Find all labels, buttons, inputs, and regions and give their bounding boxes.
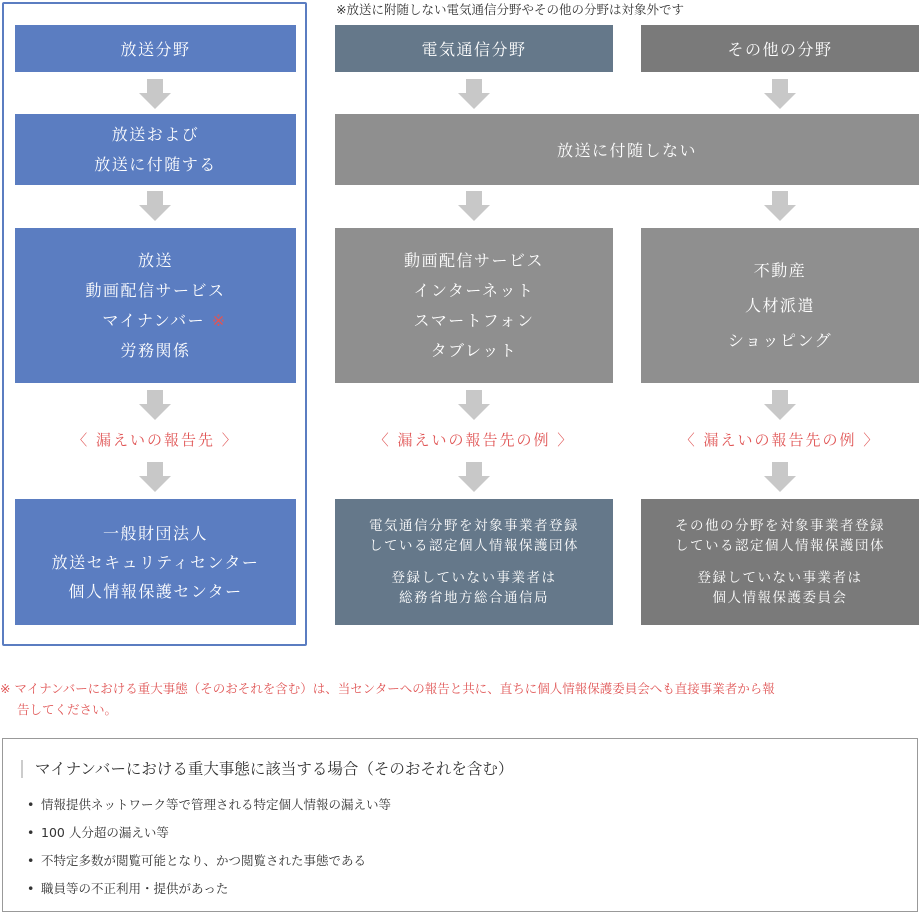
broadcast-header: [15, 25, 296, 72]
telecom-destination-box: [335, 499, 613, 625]
broadcast-header-label: 放送分野: [120, 40, 191, 59]
service-item: インターネット: [413, 280, 535, 300]
bullet-icon: •: [27, 797, 35, 812]
other-header-label: その他の分野: [727, 40, 833, 59]
destination-line: 個人情報保護センター: [68, 581, 243, 601]
serious-incident-panel: [2, 738, 918, 912]
arrow-down-icon: [458, 462, 490, 492]
service-item: 動画配信サービス: [403, 250, 544, 270]
panel-title: マイナンバーにおける重大事態に該当する場合（そのおそれを含む）: [21, 760, 513, 778]
list-item: [27, 819, 391, 847]
not-attached-label: 放送に付随しない: [556, 141, 697, 160]
list-item-text: 不特定多数が閲覧可能となり、かつ閲覧された事態である: [41, 853, 367, 868]
other-services-box: [641, 228, 919, 383]
service-item: タブレット: [430, 340, 518, 360]
telecom-services-box: [335, 228, 613, 383]
service-item: 放送: [137, 250, 173, 270]
broadcast-services-box: [15, 228, 296, 383]
telecom-header-label: 電気通信分野: [421, 40, 527, 59]
service-item: 動画配信サービス: [85, 280, 226, 300]
footnote-line: ※ マイナンバーにおける重大事態（そのおそれを含む）は、当センターへの報告と共に、直ちに個人情報保護委員会へも直接事業者から報: [0, 681, 775, 696]
arrow-down-icon: [139, 390, 171, 420]
service-item: ショッピング: [727, 331, 833, 350]
arrow-down-icon: [764, 191, 796, 221]
broadcast-report-label: 〈 漏えいの報告先 〉: [72, 431, 239, 449]
incident-list: [27, 791, 391, 903]
bullet-icon: •: [27, 825, 35, 840]
other-header: [641, 25, 919, 72]
destination-line: している認定個人情報保護団体: [675, 538, 885, 554]
footnote-line: 告してください。: [17, 702, 118, 717]
bullet-icon: •: [27, 881, 35, 896]
list-item: [27, 791, 391, 819]
arrow-down-icon: [458, 79, 490, 109]
arrow-down-icon: [139, 191, 171, 221]
not-attached-box: [335, 114, 919, 185]
arrow-down-icon: [764, 462, 796, 492]
service-item: 労務関係: [120, 340, 191, 360]
list-item-text: 100 人分超の漏えい等: [41, 825, 169, 840]
destination-line: 一般財団法人: [102, 523, 208, 543]
other-destination-box: [641, 499, 919, 625]
destination-line: 総務省地方総合通信局: [399, 590, 549, 606]
telecom-header: [335, 25, 613, 72]
destination-line: その他の分野を対象事業者登録: [675, 518, 885, 534]
arrow-down-icon: [458, 191, 490, 221]
other-report-label: 〈 漏えいの報告先の例 〉: [679, 431, 881, 449]
scope-note: ※放送に附随しない電気通信分野やその他の分野は対象外です: [336, 2, 684, 17]
service-item: マイナンバー: [102, 310, 206, 330]
arrow-down-icon: [764, 390, 796, 420]
broadcast-destination-box: [15, 499, 296, 625]
arrow-down-icon: [139, 462, 171, 492]
service-item: 不動産: [753, 261, 807, 280]
broadcast-scope-line: 放送に付随する: [94, 154, 217, 174]
list-item: [27, 847, 391, 875]
destination-line: 登録していない事業者は: [391, 570, 557, 586]
destination-line: 登録していない事業者は: [697, 570, 863, 586]
destination-line: している認定個人情報保護団体: [369, 538, 579, 554]
destination-line: 放送セキュリティセンター: [51, 552, 260, 572]
destination-line: 個人情報保護委員会: [712, 590, 848, 606]
service-item: スマートフォン: [413, 310, 535, 330]
list-item: [27, 875, 391, 903]
arrow-down-icon: [458, 390, 490, 420]
broadcast-scope-box: [15, 114, 296, 185]
arrow-down-icon: [764, 79, 796, 109]
service-item-mynumber: [84, 306, 226, 336]
mynumber-footnote: [0, 678, 915, 720]
mynumber-note-mark: ※: [211, 310, 227, 330]
list-item-text: 情報提供ネットワーク等で管理される特定個人情報の漏えい等: [41, 797, 392, 812]
service-item: 人材派遣: [744, 296, 815, 315]
destination-line: 電気通信分野を対象事業者登録: [369, 518, 579, 534]
arrow-down-icon: [139, 79, 171, 109]
broadcast-scope-line: 放送および: [111, 124, 200, 144]
bullet-icon: •: [27, 853, 35, 868]
list-item-text: 職員等の不正利用・提供があった: [41, 881, 229, 896]
telecom-report-label: 〈 漏えいの報告先の例 〉: [373, 431, 575, 449]
